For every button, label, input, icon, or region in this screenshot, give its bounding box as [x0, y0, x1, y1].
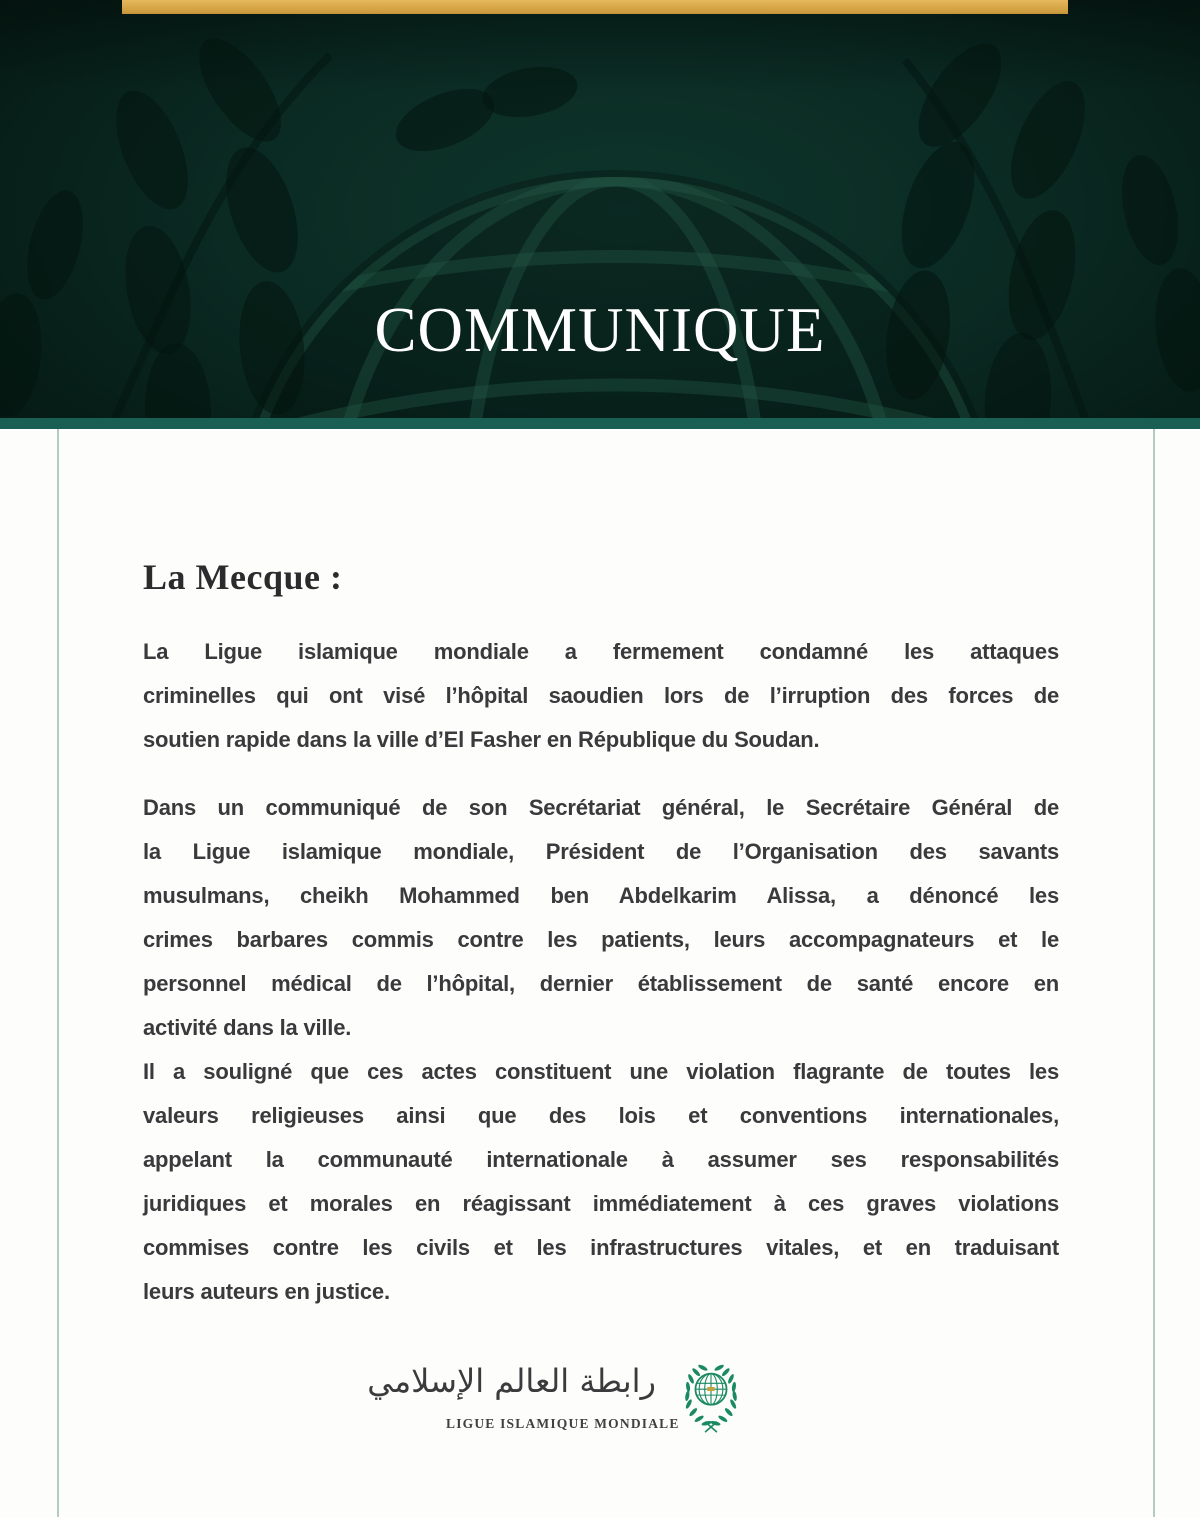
- text-line: leurs auteurs en justice.: [143, 1279, 390, 1304]
- text-line: Dans un communiqué de son Secrétariat général, le Secrétaire Général de: [143, 795, 1059, 820]
- text-line: activité dans la ville.: [143, 1015, 352, 1040]
- text-line: la Ligue islamique mondiale, Président de l’Organisation des savants: [143, 839, 1059, 864]
- text-line: commises contre les civils et les infrastructures vitales, et en traduisant: [143, 1235, 1059, 1260]
- text-line: musulmans, cheikh Mohammed ben Abdelkarim Alissa, a dénoncé les: [143, 883, 1059, 908]
- left-frame-line: [57, 429, 59, 1517]
- mwl-emblem-icon: [674, 1360, 748, 1448]
- organization-logo: [367, 1352, 748, 1448]
- logo-text-block: [367, 1352, 680, 1432]
- dateline-heading: La Mecque :: [143, 557, 343, 597]
- header-banner: [0, 0, 1200, 418]
- gold-accent-bar: [122, 0, 1068, 14]
- teal-divider: [0, 418, 1200, 429]
- emblem-kaaba-icon: [707, 1387, 714, 1391]
- text-line: appelant la communauté internationale à assumer ses responsabilités: [143, 1147, 1059, 1172]
- text-line: juridiques et morales en réagissant immédiatement à ces graves violations: [143, 1191, 1059, 1216]
- text-line: personnel médical de l’hôpital, dernier établissement de santé encore en: [143, 971, 1059, 996]
- paragraph: [143, 630, 1059, 762]
- logo-latin-name: LIGUE ISLAMIQUE MONDIALE: [446, 1416, 680, 1431]
- text-line: Il a souligné que ces actes constituent une violation flagrante de toutes les: [143, 1059, 1059, 1084]
- logo-arabic-calligraphy: رابطة العالم الإسلامي: [367, 1362, 656, 1400]
- paragraph: [143, 1050, 1059, 1314]
- page-title: COMMUNIQUE: [374, 295, 826, 365]
- text-line: La Ligue islamique mondiale a fermement condamné les attaques: [143, 639, 1059, 664]
- text-line: soutien rapide dans la ville d’El Fasher en République du Soudan.: [143, 727, 820, 752]
- text-line: valeurs religieuses ainsi que des lois et conventions internationales,: [143, 1103, 1059, 1128]
- text-line: criminelles qui ont visé l’hôpital saoudien lors de l’irruption des forces de: [143, 683, 1059, 708]
- text-line: crimes barbares commis contre les patients, leurs accompagnateurs et le: [143, 927, 1059, 952]
- paragraph: [143, 786, 1059, 1050]
- right-frame-line: [1153, 429, 1155, 1517]
